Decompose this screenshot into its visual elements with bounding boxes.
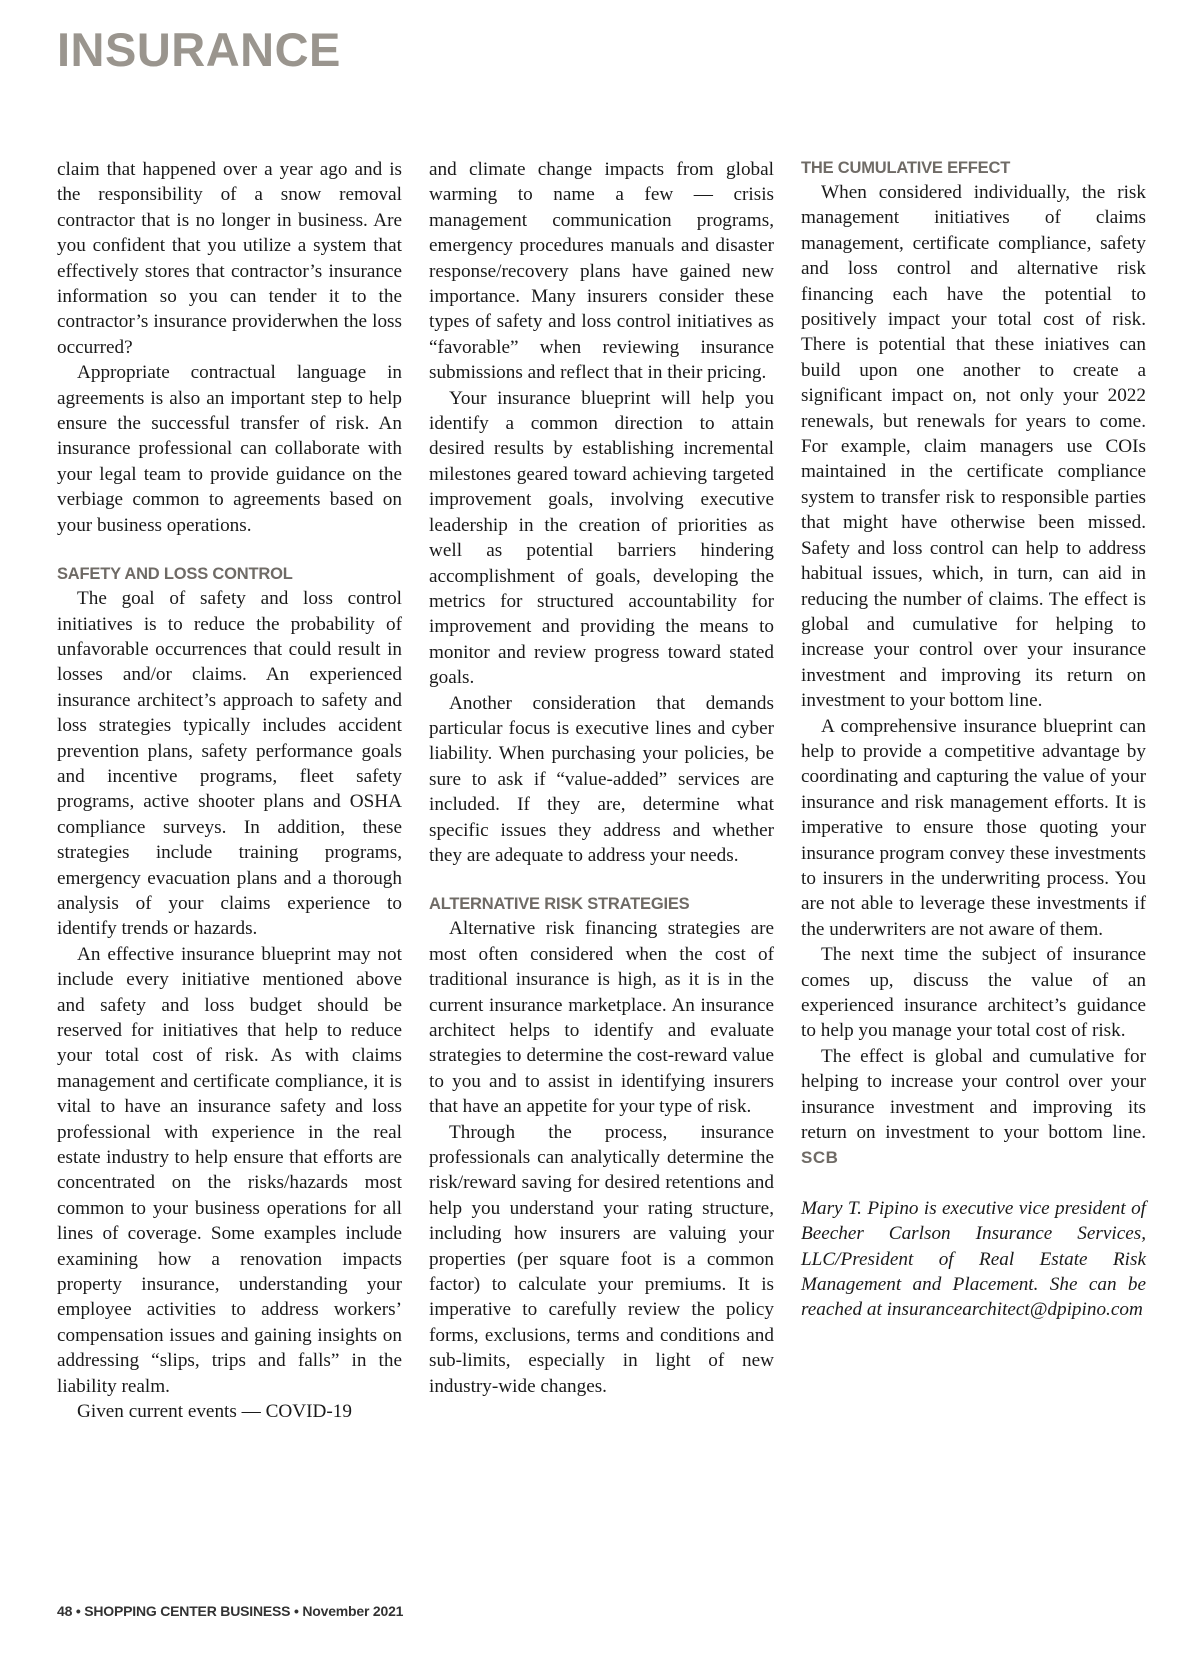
paragraph: claim that happened over a year ago and is the responsibility of a snow removal contractor that is no longer in business. Are you confident that you utilize a system that effectively stores that contractor’s insurance information so you can tender it to the contractor’s insurance providerwhen the loss occurred? [57, 159, 402, 358]
paragraph: Given current events — COVID-19 [77, 1401, 352, 1423]
subheading-safety-loss-control: SAFETY AND LOSS CONTROL [57, 565, 293, 584]
paragraph [801, 1044, 1146, 1171]
paragraph: A comprehensive insurance blueprint can help to provide a competitive advantage by coordinating and capturing the value of your insurance and risk management efforts. It is imperative to ensure those quoting your insurance program convey these investments to insurers in the underwriting process. You are not able to leverage these investments if the underwriters are not aware of them. [801, 715, 1146, 940]
paragraph: The next time the subject of insurance comes up, discuss the value of an experienced insurance architect’s guidance to help you manage your total cost of risk. [801, 944, 1146, 1042]
subheading-alternative-risk: ALTERNATIVE RISK STRATEGIES [429, 895, 690, 914]
paragraph: Another consideration that demands particular focus is executive lines and cyber liability. When purchasing your policies, be sure to ask if “value-added” services are included. If they are, determine what specific issues they address and whether they are adequate to address your needs. [429, 692, 774, 866]
paragraph: Your insurance blueprint will help you identify a common direction to attain desired results by establishing incremental milestones geared toward achieving targeted improvement goals, involving executive leadership in the creation of priorities as well as potential barriers hindering accomplishment of goals, developing the metrics for structured accountability for improvement and providing the means to monitor and review progress toward stated goals. [429, 387, 774, 689]
scb-sign-off: SCB [801, 1148, 839, 1168]
article-column-2 [429, 157, 774, 1399]
paragraph: Appropriate contractual language in agreements is also an important step to help ensure the successful transfer of risk. An insurance professional can collaborate with your legal team to provide guidance on the verbiage common to agreements based on your business operations. [57, 362, 402, 536]
paragraph: When considered individually, the risk management initiatives of claims management, certificate compliance, safety and loss control and alternative risk financing each have the potential to positively impact your total cost of risk. There is potential that these iniatives can build upon one another to create a significant impact on, not only your 2022 renewals, but renewals for years to come. For example, claim managers use COIs maintained in the certificate compliance system to transfer risk to responsible parties that might have otherwise been missed. Safety and loss control can help to address habitual issues, which, in turn, can aid in reducing the number of claims. The effect is global and cumulative for helping to increase your control over your insurance investment and improving its return on investment to your bottom line. [801, 182, 1146, 712]
subheading-cumulative-effect: THE CUMULATIVE EFFECT [801, 159, 1011, 177]
page-footer: 48 • SHOPPING CENTER BUSINESS • November 2021 [57, 1603, 404, 1619]
paragraph: and climate change impacts from global warming to name a few — crisis management communication programs, emergency procedures manuals and disaster response/recovery plans have gained new importance. Many insurers consider these types of safety and loss control initiatives as “favorable” when reviewing insurance submissions and reflect that in their pricing. [429, 159, 774, 384]
paragraph: Through the process, insurance professionals can analytically determine the risk/reward saving for desired retentions and help you understand your rating structure, including how insurers are valuing your properties (per square foot is a common factor) to calculate your premiums. It is imperative to carefully review the policy forms, exclusions, terms and conditions and sub-limits, especially in light of new industry-wide changes. [429, 1121, 774, 1397]
article-column-1 [57, 157, 402, 1425]
paragraph: Alternative risk financing strategies are most often considered when the cost of traditional insurance is high, as it is in the current insurance marketplace. An insurance architect helps to identify and evaluate strategies to determine the cost-reward value to you and to assist in identifying insurers that have an appetite for your type of risk. [429, 918, 774, 1118]
section-title: INSURANCE [57, 23, 341, 76]
paragraph-text: The effect is global and cumulative for helping to increase your control over your insurance investment and improving its return on investment to your bottom line. [801, 1045, 1146, 1144]
author-bio: Mary T. Pipino is executive vice president of Beecher Carlson Insurance Services, LLC/President of Real Estate Risk Management and Placement. She can be reached at insurancearchitect@dpipino.com [801, 1197, 1146, 1321]
paragraph: An effective insurance blueprint may not include every initiative mentioned above and safety and loss budget should be reserved for initiatives that help to reduce your total cost of risk. As with claims management and certificate compliance, it is vital to have an insurance safety and loss professional with experience in the real estate industry to help ensure that efforts are concentrated on the risks/hazards most common to your business operations for all lines of coverage. Some examples include examining how a renovation impacts property insurance, understanding your employee activities to address workers’ compensation issues and gaining insights on addressing “slips, trips and falls” in the liability realm. [57, 943, 402, 1397]
paragraph: The goal of safety and loss control initiatives is to reduce the probability of unfavorable occurrences that could result in losses and/or claims. An experienced insurance architect’s approach to safety and loss strategies typically includes accident prevention plans, safety performance goals and incentive programs, fleet safety programs, active shooter plans and OSHA compliance surveys. In addition, these strategies include training programs, emergency evacuation plans and a thorough analysis of your claims experience to identify trends or hazards. [57, 588, 402, 940]
article-column-3 [801, 157, 1146, 1323]
